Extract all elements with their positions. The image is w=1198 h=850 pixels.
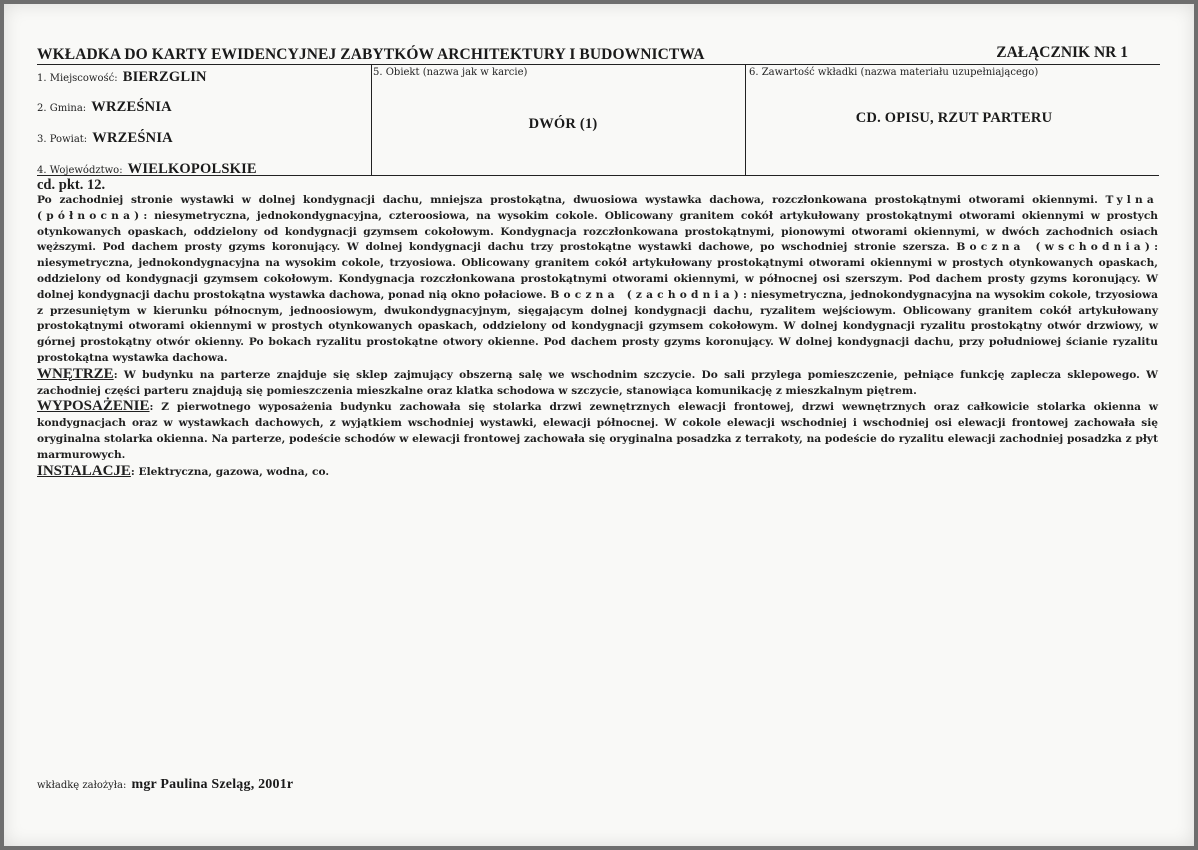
field-label: 2. Gmina: [37,103,87,114]
elevation-label-east: Boczna (wschodnia) [956,241,1155,254]
field-gmina [37,96,172,116]
description-body [37,177,1158,480]
field-label: 1. Miejscowość: [37,73,118,84]
elevation-label-west: Boczna (zachodnia) [550,288,744,301]
paragraph-front-text: Po zachodniej stronie wystawki w dolnej kondygnacji dachu, mniejsza prostokątna, dwuosiowa wystawka dachowa, rozczłonkowana prostokątnymi otworami okiennymi. [37,194,1098,206]
footer-author [37,773,293,793]
section-heading: cd. pkt. 12. [37,177,106,193]
field-miejscowosc [37,66,207,86]
field-label: 3. Powiat: [37,134,88,145]
field-value: WRZEŚNIA [91,99,172,115]
contents-label: 6. Zawartość wkładki (nazwa materiału uzupełniającego) [749,67,1039,78]
contents-value: CD. OPISU, RZUT PARTERU [855,110,1053,126]
document-title: WKŁADKA DO KARTY EWIDENCYJNEJ ZABYTKÓW ARCHITEKTURY I BUDOWNICTWA [37,46,705,63]
author-value: mgr Paulina Szeląg, 2001r [131,777,294,792]
installations-text: : Elektryczna, gazowa, wodna, co. [130,465,330,478]
installations-heading: INSTALACJE [37,462,131,479]
field-wojewodztwo [37,158,257,178]
field-value: WRZEŚNIA [92,130,173,146]
header-table [37,64,1159,176]
object-value: DWÓR (1) [528,116,598,132]
field-powiat [37,127,173,147]
interior-heading: WNĘTRZE [37,365,114,382]
author-label: wkładkę założyła: [37,780,127,791]
object-label: 5. Obiekt (nazwa jak w karcie) [373,67,528,78]
equipment-heading: WYPOSAŻENIE [37,398,150,415]
field-label: 4. Województwo: [37,165,123,176]
paragraph-north-text: : niesymetryczna, jednokondygnacyjna, czteroosiowa, na wysokim cokole. Oblicowany granitem cokół artykułowany prostokątnymi otworami okiennymi w prostych otynkowanych opaskach, oddzielony od kondygnacji gzymsem cokołowym. Kondygnacja rozczłonkowana prostokątnymi, pionowymi otworami okiennymi, w dwóch zachodnich osiach węższymi. Pod dachem prosty gzyms koronujący. W dolnej kondygnacji dachu trzy prostokątne wystawki dachowe, po wschodniej stronie szersza. [37,209,1158,254]
field-value: BIERZGLIN [122,69,207,85]
attachment-number: ZAŁĄCZNIK NR 1 [996,44,1128,61]
equipment-text: : Z pierwotnego wyposażenia budynku zachowała się stolarka drzwi zewnętrznych elewacji frontowej, drzwi wewnętrznych oraz całkowicie stolarka okienna w kondygnacjach oraz w wystawkach dachowych, z wyjątkiem wschodniej wystawki, elewacji północnej. W cokole elewacji wschodniej i wschodniej osi elewacji frontowej zachowała się oryginalna stolarka okienna. Na parterze, podeście schodów w elewacji frontowej zachowała się oryginalna posadzka z terrakoty, na podeście do ryzalitu elewacji zachodniej posadzka z płyt marmurowych. [37,401,1158,461]
column-divider [371,64,372,175]
paragraph-east-text: : niesymetryczna, jednokondygnacyjna na wysokim cokole, trzyosiowa. Oblicowany granitem cokół artykułowany prostokątnymi otworami okiennymi w prostych otynkowanych opaskach, oddzielony od kondygnacji gzymsem cokołowym. Kondygnacja rozczłonkowana prostokątnymi otworami okiennymi, w północnej osi szerszym. Pod dachem prosty gzyms koronujący. W dolnej kondygnacji dachu prostokątna wystawka dachowa, ponad nią okno połaciowe. [37,241,1158,301]
paragraph-west-text: : niesymetryczna, jednokondygnacyjna na wysokim cokole, trzyosiowa z przesuniętym w kierunku północnym, jednoosiowym, dwukondygnacyjnym, sięgającym dolnej kondygnacji dachu, ryzalitem wejściowym. Oblicowany granitem cokół artykułowany prostokątnymi otworami okiennymi w prostych otynkowanych opaskach, oddzielony od kondygnacji gzymsem cokołowym. W dolnej kondygnacji ryzalitu prostokątny otwór drzwiowy, w górnej prostokątny otwór okienny. Po bokach ryzalitu prostokątne otwory okienne. Pod dachem prosty gzyms koronujący. W dolnej kondygnacji dachu, przy południowej ścianie ryzalitu prostokątna wystawka dachowa. [37,288,1158,364]
elevation-label-north: Tylna (północna) [37,194,1158,222]
field-value: WIELKOPOLSKIE [127,161,257,177]
interior-text: : W budynku na parterze znajduje się sklep zajmujący obszerną salę we wschodnim szczycie. Do sali przylega pomieszczenie, pełniące funkcję zaplecza sklepowego. W zachodniej części parteru znajdują się pomieszczenia mieszkalne oraz klatka schodowa w szczycie, stanowiąca komunikację z mieszkalnym piętrem. [37,368,1158,397]
